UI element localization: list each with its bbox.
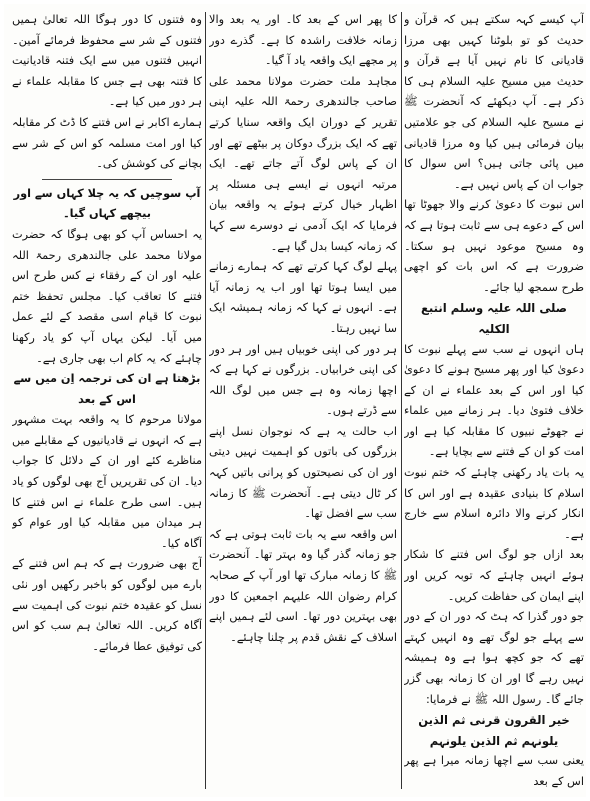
paragraph: بعد ازاں جو لوگ اس فتنے کا شکار ہوئے انہیں چاہئے کہ توبہ کریں اور اپنے ایمان کی حفاظت کریں۔ bbox=[404, 548, 584, 603]
paragraph: مجاہد ملت حضرت مولانا محمد علی صاحب جالندھری رحمۃ اللہ علیہ اپنی تقریر کے دوران ایک واقعہ سنایا کرتے تھے کہ ایک بزرگ دوکان پر بیٹھے تھے اور ان کے پاس لوگ آتے جاتے تھے۔ ایک مرتبہ انہوں نے ایسے ہی مسئلہ پر اظہار خیال کرتے ہوئے یہ واقعہ بیان فرمایا کہ ایک آدمی نے دوسرے سے کہا کہ زمانہ کیسا بدل گیا ہے۔ bbox=[209, 74, 397, 253]
right-column bbox=[404, 10, 584, 791]
subheading: آپ سوچیں کہ یہ چلا کہاں سے اور بیچھے کہاں گیا۔ bbox=[13, 186, 201, 221]
paragraph: پہلے لوگ کہا کرتے تھے کہ ہمارے زمانے میں ایسا ہوتا تھا اور اب یہ زمانہ آیا ہے۔ انہوں نے کہا کہ زمانہ ہمیشہ ایک سا نہیں رہتا۔ bbox=[209, 260, 397, 335]
paragraph: ہمارے اکابر نے اس فتنے کا ڈٹ کر مقابلہ کیا اور امت مسلمہ کو اس کے شر سے بچانے کی کوشش کی۔ bbox=[12, 115, 202, 171]
paragraph: اس واقعہ سے یہ بات ثابت ہوتی ہے کہ جو زمانہ گذر گیا وہ بہتر تھا۔ آنحضرت ﷺ کا زمانہ مبارک تھا اور آپ کے صحابہ کرام رضوان اللہ علیہم اجمعین کا دور بھی بہترین دور تھا۔ اسی لئے ہمیں اپنے اسلاف کے نقش قدم پر چلنا چاہئے۔ bbox=[209, 527, 397, 644]
arabic-quote: خیر القرون قرنی ثم الذین یلونہم ثم الذین یلونہم bbox=[418, 713, 570, 748]
column-divider bbox=[401, 12, 402, 789]
left-column bbox=[12, 10, 202, 791]
column-divider bbox=[205, 12, 206, 789]
paragraph: اس نبوت کا دعویٰ کرنے والا جھوٹا تھا اس کے دعوے ہی سے ثابت ہوتا ہے کہ وہ مسیح موعود نہیں ہو سکتا۔ ضرورت ہے کہ اس بات کو اچھی طرح سمجھ لیا جائے۔ bbox=[404, 198, 584, 294]
paragraph: ہاں انہوں نے سب سے پہلے نبوت کا دعویٰ کیا اور پھر مسیح ہونے کا دعویٰ کیا اور اس کے بعد علماء نے ان کے خلاف فتویٰ دیا۔ ہر زمانے میں علماء نے جھوٹے نبیوں کا مقابلہ کیا ہے اور امت کو ان کے فتنے سے بچایا ہے۔ bbox=[404, 342, 584, 459]
paragraph: یہ احساس آپ کو بھی ہوگا کہ حضرت مولانا محمد علی جالندھری رحمۃ اللہ علیہ اور ان کے رفقاء نے کس طرح اس فتنے کا تعاقب کیا۔ مجلس تحفظ ختم نبوت کا قیام اسی مقصد کے لئے عمل میں آیا۔ لیکن یہاں آپ کو یاد رکھنا چاہئے کہ یہ کام اب بھی جاری ہے۔ bbox=[12, 227, 202, 365]
middle-column bbox=[209, 10, 397, 791]
paragraph: یعنی سب سے اچھا زمانہ میرا ہے پھر اس کے بعد bbox=[404, 754, 584, 788]
paragraph: جو دور گذرا کہ ہٹ کہ دور ان کے دور سے پہلے جو لوگ تھے وہ انہیں کہتے تھے کہ جو کچھ ہوا ہے وہ ہمیشہ نہیں رہے گا اور ان کا زمانہ بھی گزر جائے گا۔ رسول اللہ ﷺ نے فرمایا: bbox=[404, 610, 584, 706]
paragraph: ہر دور کی اپنی خوبیاں ہیں اور ہر دور کی اپنی خرابیاں۔ بزرگوں نے کہا ہے کہ اچھا زمانہ وہ ہے جس میں لوگ اللہ سے ڈرتے ہوں۔ bbox=[209, 342, 397, 418]
paragraph: کا پھر اس کے بعد کا۔ اور یہ بعد والا زمانہ خلافت راشدہ کا ہے۔ گذرے دور پر مجھے ایک واقعہ یاد آ گیا۔ bbox=[209, 13, 397, 68]
paragraph: یہ بات یاد رکھنی چاہئے کہ ختم نبوت اسلام کا بنیادی عقیدہ ہے اور اس کا انکار کرنے والا دائرہ اسلام سے خارج ہے۔ bbox=[404, 466, 584, 541]
section-divider bbox=[42, 179, 172, 180]
paragraph: اب حالت یہ ہے کہ نوجوان نسل اپنے بزرگوں کی باتوں کو اہمیت نہیں دیتی اور ان کی نصیحتوں کو پرانی باتیں کہہ کر ٹال دیتی ہے۔ آنحضرت ﷺ کا زمانہ سب سے افضل تھا۔ bbox=[209, 424, 397, 521]
newspaper-page bbox=[4, 4, 586, 797]
arabic-quote: صلی اللہ علیہ وسلم انتبع الکلیہ bbox=[421, 301, 567, 336]
paragraph: مولانا مرحوم کا یہ واقعہ بہت مشہور ہے کہ انہوں نے قادیانیوں کے مقابلے میں مناظرے کئے اور ان کے دلائل کا جواب دیا۔ ان کی تقریریں آج بھی لوگوں کو یاد ہیں۔ اسی طرح علماء نے اس فتنے کا ہر میدان میں مقابلہ کیا اور عوام کو آگاہ کیا۔ bbox=[12, 413, 202, 550]
paragraph: آپ کیسے کہہ سکتے ہیں کہ قرآن و حدیث کو تو بلوٹنا کہیں بھی مرزا قادیانی کا نام نہیں آیا ہے قرآن و حدیث میں مسیح علیہ السلام ہی کا ذکر ہے۔ آپ دیکھئے کہ آنحضرت ﷺ نے مسیح علیہ السلام کی جو علامتیں بیان فرمائی ہیں کیا وہ مرزا قادیانی میں پائی جاتی ہیں؟ اس سوال کا جواب ان کے پاس نہیں ہے۔ bbox=[404, 13, 584, 191]
paragraph: وہ فتنوں کا دور ہوگا اللہ تعالیٰ ہمیں فتنوں کے شر سے محفوظ فرمائے آمین۔ انہیں فتنوں میں سے ایک فتنہ قادیانیت کا فتنہ بھی ہے جس کا مقابلہ علماء نے ہر دور میں کیا ہے۔ bbox=[12, 13, 202, 109]
subheading: بڑھتا ہے ان کی ترجمہ اِن میں سے اس کے بعد bbox=[13, 372, 201, 406]
paragraph: آج بھی ضرورت ہے کہ ہم اس فتنے کے بارے میں لوگوں کو باخبر رکھیں اور نئی نسل کو عقیدہ ختم نبوت کی اہمیت سے آگاہ کریں۔ اللہ تعالیٰ ہم سب کو اس کی توفیق عطا فرمائے۔ bbox=[12, 557, 202, 653]
